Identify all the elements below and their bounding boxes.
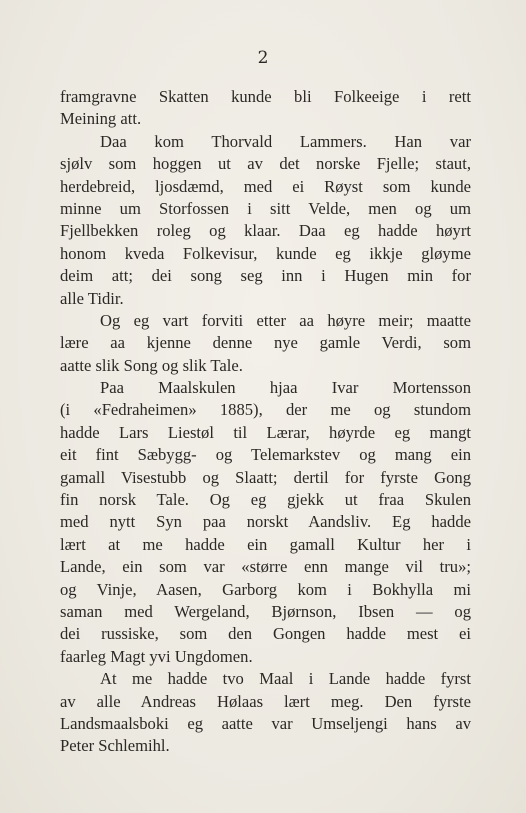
text-line: Landsmaalsboki eg aatte var Umseljengi hans av [60, 713, 471, 733]
text-line: At me hadde tvo Maal i Lande hadde fyrst [100, 669, 471, 689]
text-line: framgravne Skatten kunde bli Folkeeige i rett [60, 87, 471, 106]
text-line: Peter Schlemihl. [60, 736, 170, 756]
text-line: lært at me hadde ein gamall Kultur her i [60, 534, 471, 554]
text-line: Lande, ein som var «større enn mange vil tru»; [60, 557, 471, 577]
text-line: Daa kom Thorvald Lammers. Han var [100, 131, 471, 151]
text-line: lære aa kjenne denne nye gamle Verdi, som [60, 333, 471, 353]
body-text [60, 86, 471, 758]
text-line: Fjellbekken roleg og klaar. Daa eg hadde høyrt [60, 221, 471, 241]
text-line: og Vinje, Aasen, Garborg kom i Bokhylla mi [60, 579, 471, 599]
text-line: herdebreid, ljosdæmd, med ei Røyst som kunde [60, 176, 471, 196]
page-number: 2 [257, 48, 269, 68]
text-line: saman med Wergeland, Bjørnson, Ibsen — og [60, 601, 471, 621]
text-line: dei russiske, som den Gongen hadde mest ei [60, 624, 471, 644]
text-line: eit fint Sæbygg- og Telemarkstev og mang ein [60, 445, 471, 465]
text-line: (i «Fedraheimen» 1885), der me og stundom [60, 400, 471, 420]
text-line: Meining att. [60, 109, 142, 129]
text-line: Paa Maalskulen hjaa Ivar Mortensson [100, 378, 471, 398]
text-line: minne um Storfossen i sitt Velde, men og um [60, 198, 471, 218]
text-line: honom kveda Folkevisur, kunde eg ikkje gløyme [60, 243, 471, 263]
text-line: gamall Visestubb og Slaatt; dertil for fyrste Gong [60, 467, 471, 487]
text-line: fin norsk Tale. Og eg gjekk ut fraa Skulen [60, 490, 471, 510]
text-line: aatte slik Song og slik Tale. [60, 355, 243, 375]
text-line: alle Tidir. [60, 288, 124, 308]
text-line: sjølv som hoggen ut av det norske Fjelle; staut, [60, 154, 471, 174]
text-line: med nytt Syn paa norskt Aandsliv. Eg hadde [60, 512, 471, 532]
text-line: deim att; dei song seg inn i Hugen min for [60, 266, 471, 286]
text-line: av alle Andreas Hølaas lært meg. Den fyrste [60, 691, 471, 711]
text-line: hadde Lars Liestøl til Lærar, høyrde eg mangt [60, 422, 471, 442]
text-line: faarleg Magt yvi Ungdomen. [60, 646, 253, 666]
text-line: Og eg vart forviti etter aa høyre meir; maatte [100, 310, 471, 330]
